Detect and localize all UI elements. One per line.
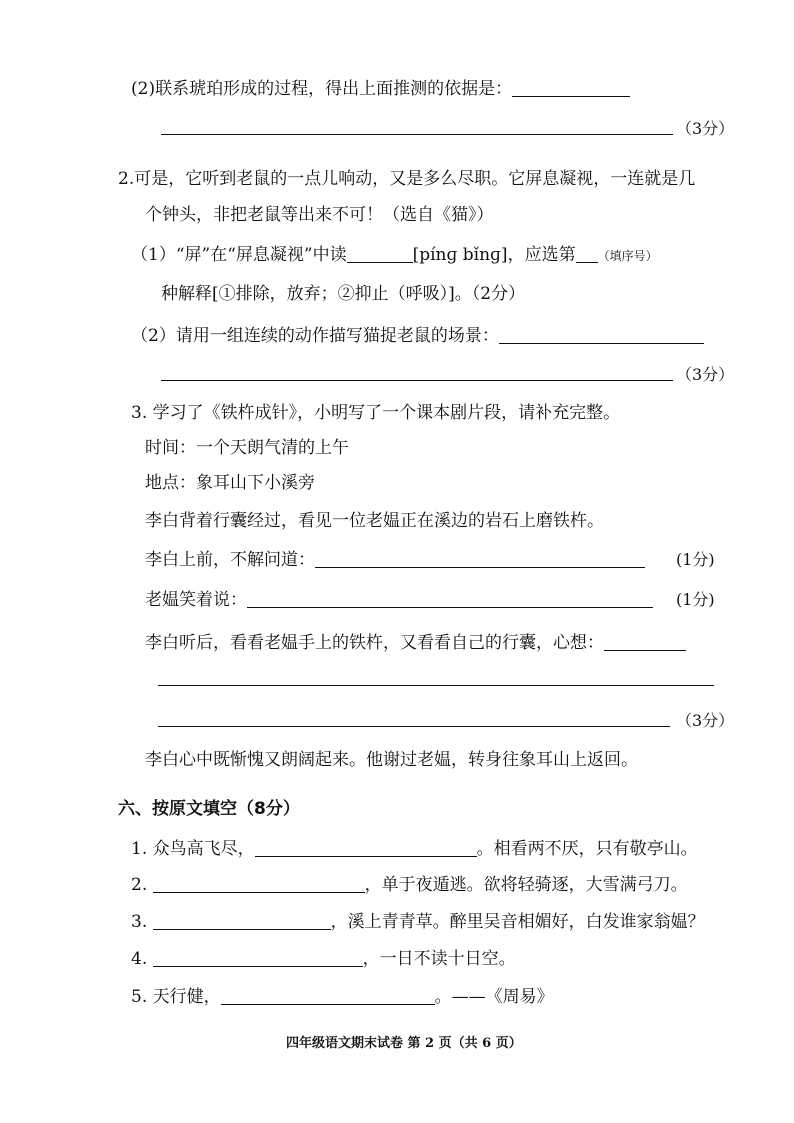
answer-line[interactable] <box>161 134 673 135</box>
page-footer: 四年级语文期末试卷 第 2 页（共 6 页） <box>286 1036 522 1051</box>
fill-item-4 <box>131 948 516 970</box>
item-number: 3. <box>131 912 148 932</box>
q2-sub2 <box>131 325 704 347</box>
section6-heading: 六、按原文填空（8分） <box>118 799 300 819</box>
q3-title: 3. 学习了《铁杵成针》，小明写了一个课本剧片段，请补充完整。 <box>131 403 621 423</box>
fill-item-5 <box>131 986 554 1008</box>
q2-sub1-note: （填序号） <box>597 249 658 263</box>
item-number: 1. <box>131 839 148 859</box>
q3-scene: 李白背着行囊经过，看见一位老媪正在溪边的岩石上磨铁杵。 <box>145 511 604 531</box>
item-number: 5. <box>131 987 148 1007</box>
item-text-after: ，一日不读十日空。 <box>362 949 516 969</box>
q2-sub-prompt <box>131 78 630 100</box>
q2-sub2-text: （2）请用一组连续的动作描写猫捉老鼠的场景： <box>131 326 499 346</box>
item-text-after: 。——《周易》 <box>434 987 554 1007</box>
answer-blank[interactable] <box>153 874 365 893</box>
answer-blank[interactable] <box>153 948 363 967</box>
q3-ask <box>145 549 645 571</box>
item-text-before: 众鸟高飞尽， <box>152 839 255 859</box>
q2-sub-text: (2)联系琥珀形成的过程，得出上面推测的依据是： <box>131 79 513 99</box>
fill-item-1 <box>131 838 698 860</box>
score-label: (1分) <box>676 550 715 569</box>
q2-sub1-text: （1）“屏”在“屏息凝视”中读 <box>131 245 347 265</box>
q3-time: 时间：一个天朗气清的上午 <box>145 438 349 458</box>
answer-blank[interactable] <box>512 78 630 97</box>
q3-ending: 李白心中既惭愧又朗阔起来。他谢过老媪，转身往象耳山上返回。 <box>145 750 638 770</box>
answer-line[interactable] <box>158 726 670 727</box>
score-label: （3分） <box>676 365 735 384</box>
q3-think-text: 李白听后，看看老媪手上的铁杵，又看看自己的行囊，心想： <box>145 633 604 653</box>
q3-think <box>145 632 686 654</box>
choice-blank[interactable] <box>576 244 598 263</box>
item-text-before: 天行健， <box>152 987 221 1007</box>
fill-item-3 <box>131 911 705 933</box>
pinyin-blank[interactable] <box>347 244 413 263</box>
answer-blank[interactable] <box>247 589 653 608</box>
item-text-after: 。相看两不厌，只有敬亭山。 <box>476 839 698 859</box>
item-text-after: ，溪上青青草。醉里吴音相媚好，白发谁家翁媪？ <box>330 912 705 932</box>
item-number: 4. <box>131 949 148 969</box>
item-number: 2. <box>131 875 148 895</box>
answer-blank[interactable] <box>499 325 704 344</box>
answer-line[interactable] <box>158 685 714 686</box>
q2-sub1-pinyin: [pínɡ bǐnɡ]，应选第 <box>412 245 576 265</box>
score-label: （3分） <box>676 119 735 138</box>
item-text-after: ，单于夜遁逃。欲将轻骑逐，大雪满弓刀。 <box>364 875 688 895</box>
q2-sub1-line2: 种解释[①排除，放弃；②抑止（呼吸）]。（2分） <box>161 284 526 304</box>
answer-line[interactable] <box>161 380 673 381</box>
answer-blank[interactable] <box>604 632 686 651</box>
fill-item-2 <box>131 874 688 896</box>
q2-passage-line1: 2.可是，它听到老鼠的一点儿响动，又是多么尽职。它屏息凝视，一连就是几 <box>118 169 696 189</box>
q3-ask-text: 李白上前，不解问道： <box>145 550 315 570</box>
q3-reply <box>145 589 653 611</box>
q2-passage-line2: 个钟头，非把老鼠等出来不可！（选自《猫》） <box>145 205 494 225</box>
answer-blank[interactable] <box>153 911 331 930</box>
answer-blank[interactable] <box>221 986 435 1005</box>
score-label: (1分) <box>676 590 715 609</box>
answer-blank[interactable] <box>315 549 645 568</box>
answer-blank[interactable] <box>255 838 477 857</box>
q3-reply-text: 老媪笑着说： <box>145 590 247 610</box>
q2-sub1 <box>131 244 658 267</box>
score-label: （3分） <box>676 711 735 730</box>
q3-place: 地点：象耳山下小溪旁 <box>145 473 315 493</box>
